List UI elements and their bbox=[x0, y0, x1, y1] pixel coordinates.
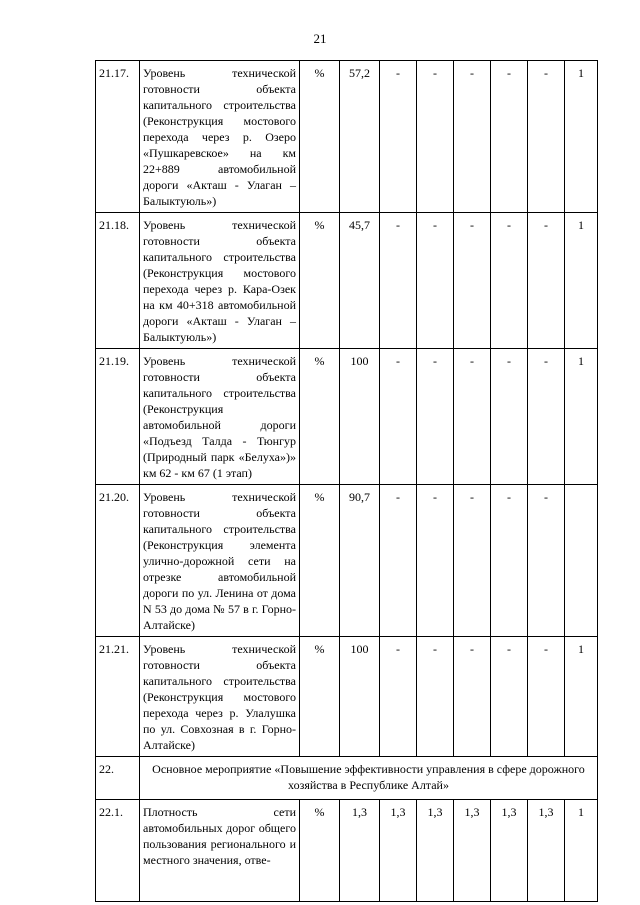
table-row bbox=[96, 213, 598, 349]
value-cell: - bbox=[380, 61, 417, 213]
value-cell: - bbox=[417, 213, 454, 349]
unit-cell: % bbox=[300, 800, 340, 902]
row-number: 21.17. bbox=[96, 61, 140, 213]
row-number: 21.19. bbox=[96, 349, 140, 485]
value-cell: 90,7 bbox=[340, 485, 380, 637]
indicator-description: Уровень технической готовности объекта капитального строительства (Реконструкция элемента улично-дорожной сети на отрезке автомобильной дороги по ул. Ленина от дома N 53 до дома № 57 в г. Горно-Алтайске) bbox=[140, 485, 300, 637]
table-row bbox=[96, 485, 598, 637]
value-cell: - bbox=[454, 485, 491, 637]
value-cell: - bbox=[380, 485, 417, 637]
value-cell: 1 bbox=[565, 800, 598, 902]
indicator-description: Плотность сети автомобильных дорог общего пользования регионального и местного значения, отве- bbox=[140, 800, 300, 902]
unit-cell: % bbox=[300, 637, 340, 757]
section-row bbox=[96, 757, 598, 800]
value-cell: 100 bbox=[340, 349, 380, 485]
value-cell: - bbox=[528, 637, 565, 757]
value-cell bbox=[565, 485, 598, 637]
unit-cell: % bbox=[300, 61, 340, 213]
value-cell: - bbox=[491, 637, 528, 757]
value-cell: - bbox=[491, 485, 528, 637]
value-cell: - bbox=[417, 637, 454, 757]
value-cell: 57,2 bbox=[340, 61, 380, 213]
indicator-description: Уровень технической готовности объекта капитального строительства (Реконструкция мостового перехода через р. Озеро «Пушкаревское» на км 22+889 автомобильной дороги «Акташ - Улаган – Балыктуюль») bbox=[140, 61, 300, 213]
page-number: 21 bbox=[313, 31, 327, 46]
unit-cell: % bbox=[300, 485, 340, 637]
value-cell: 1 bbox=[565, 61, 598, 213]
value-cell: - bbox=[417, 61, 454, 213]
value-cell: - bbox=[454, 349, 491, 485]
table-row bbox=[96, 349, 598, 485]
indicator-description: Уровень технической готовности объекта капитального строительства (Реконструкция мостового перехода через р. Кара-Озек на км 40+318 автомобильной дороги «Акташ - Улаган – Балыктуюль») bbox=[140, 213, 300, 349]
value-cell: - bbox=[528, 61, 565, 213]
row-number: 21.18. bbox=[96, 213, 140, 349]
row-number: 21.21. bbox=[96, 637, 140, 757]
value-cell: - bbox=[454, 213, 491, 349]
value-cell: - bbox=[491, 213, 528, 349]
value-cell: - bbox=[380, 349, 417, 485]
value-cell: - bbox=[380, 637, 417, 757]
section-number: 22. bbox=[96, 757, 140, 800]
value-cell: 1 bbox=[565, 637, 598, 757]
unit-cell: % bbox=[300, 349, 340, 485]
value-cell: - bbox=[528, 349, 565, 485]
value-cell: - bbox=[454, 61, 491, 213]
unit-cell: % bbox=[300, 213, 340, 349]
indicators-table bbox=[95, 60, 598, 902]
value-cell: 1,3 bbox=[454, 800, 491, 902]
indicator-description: Уровень технической готовности объекта капитального строительства (Реконструкция автомобильной дороги «Подъезд Талда - Тюнгур (Природный парк «Белуха»)» км 62 - км 67 (1 этап) bbox=[140, 349, 300, 485]
value-cell: - bbox=[417, 485, 454, 637]
value-cell: 45,7 bbox=[340, 213, 380, 349]
value-cell: 1,3 bbox=[340, 800, 380, 902]
section-title: Основное мероприятие «Повышение эффективности управления в сфере дорожного хозяйства в Республике Алтай» bbox=[140, 757, 598, 800]
value-cell: - bbox=[528, 485, 565, 637]
value-cell: - bbox=[491, 61, 528, 213]
value-cell: 1,3 bbox=[528, 800, 565, 902]
table-row bbox=[96, 637, 598, 757]
value-cell: - bbox=[380, 213, 417, 349]
table-row bbox=[96, 61, 598, 213]
value-cell: - bbox=[491, 349, 528, 485]
table-row bbox=[96, 800, 598, 902]
row-number: 21.20. bbox=[96, 485, 140, 637]
value-cell: 1,3 bbox=[417, 800, 454, 902]
value-cell: 1,3 bbox=[491, 800, 528, 902]
value-cell: - bbox=[528, 213, 565, 349]
value-cell: 100 bbox=[340, 637, 380, 757]
value-cell: 1 bbox=[565, 349, 598, 485]
value-cell: 1,3 bbox=[380, 800, 417, 902]
value-cell: - bbox=[417, 349, 454, 485]
indicator-description: Уровень технической готовности объекта капитального строительства (Реконструкция мостового перехода через р. Улалушка по ул. Совхозная в г. Горно-Алтайске) bbox=[140, 637, 300, 757]
value-cell: 1 bbox=[565, 213, 598, 349]
row-number: 22.1. bbox=[96, 800, 140, 902]
value-cell: - bbox=[454, 637, 491, 757]
